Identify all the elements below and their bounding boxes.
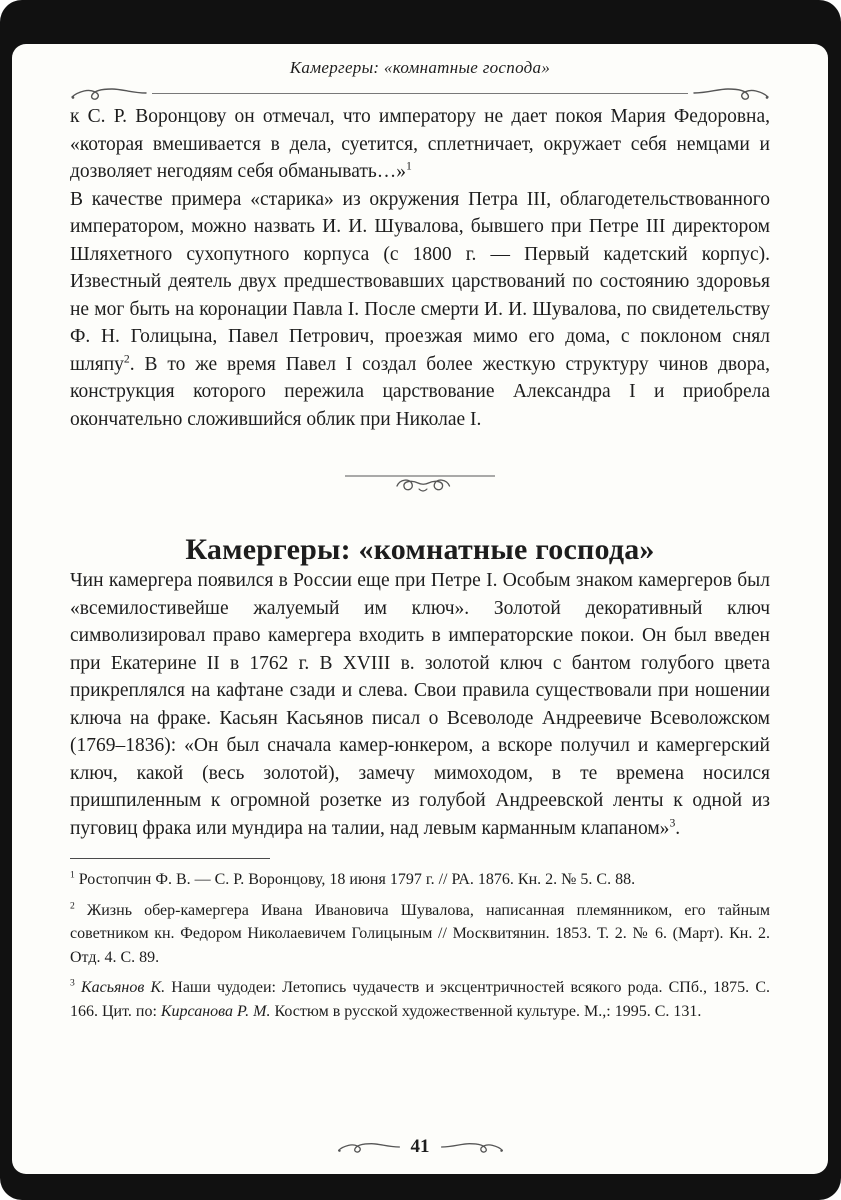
footnote: $^1$ Ростопчин Ф. В. — С. Р. Воронцову, 18 июня 1797 г. // РА. 1876. Кн. 2. № 5. С. 88.: [70, 869, 636, 888]
paragraph: В качестве примера «старика» из окружения Петра III, облагодетельствованного императором, можно назвать И. И. Шувалова, бывшего при Петре III директором Шляхетного сухопутного корпуса (с 1800 г. — Первый кадетский корпус). Известный деятель двух предшествовавших царствований по состоянию здоровья не мог быть на коронации Павла I. После смерти И. И. Шувалова, по свидетельству Ф. Н. Голицына, Павел Петрович, проезжая мимо его дома, с поклоном снял шляпу$^2$. В то же время Павел I создал более жесткую структуру чинов двора, конструкция которого пережила царствование Александра I и приобрела окончательно сложившийся облик при Николае I.: [70, 188, 770, 430]
page-header: [70, 58, 770, 103]
footnote: $^2$ Жизнь обер-камергера Ивана Ивановича Шувалова, написанная племянником, его тайным советником кн. Федором Николаевичем Голицыным // Москвитянин. 1853. Т. 2. № 6. (Март). Кн. 2. Отд. 4. С. 89.: [70, 900, 770, 966]
footer-flourish-left-icon: [337, 1139, 401, 1155]
footer-flourish-right-icon: [440, 1139, 504, 1155]
footnotes: [70, 858, 770, 1030]
running-head: Камергеры: «комнатные господа»: [289, 58, 551, 77]
page-body: [70, 103, 770, 842]
header-rule: [152, 93, 688, 94]
header-rule-row: [70, 83, 770, 103]
header-flourish-left-icon: [70, 84, 148, 102]
section-divider-icon: [70, 469, 770, 499]
page-number: 41: [410, 1136, 430, 1157]
footnote-rule: [70, 858, 270, 859]
book-page: [12, 44, 828, 1174]
header-flourish-right-icon: [692, 84, 770, 102]
paragraph: к С. Р. Воронцову он отмечал, что императору не дает покоя Мария Федоровна, «которая вмешивается в дела, суетится, сплетничает, окружает себя немцами и дозволяет негодяям себя обманывать…»$^1$: [70, 106, 770, 182]
chapter-title: Камергеры: «комнатные господа»: [185, 533, 655, 566]
paragraph: Чин камергера появился в России еще при Петре I. Особым знаком камергеров был «всемилостивейше жалуемый им ключ». Золотой декоративный ключ символизировал право камергера входить в императорские покои. Он был введен при Екатерине II в 1762 г. В XVIII в. золотой ключ с бантом голубого цвета прикреплялся на кафтане сзади и слева. Свои правила существовали при ношении ключа на фраке. Касьян Касьянов писал о Всеволоде Андреевиче Всеволожском (1769–1836): «Он был сначала камер-юнкером, а вскоре получил и камергерский ключ, какой (весь золотой), замечу мимоходом, в те времена носился пришпиленным к огромной розетке из голубой Андреевской ленты к одной из пуговиц фрака или мундира на талии, над левым карманным клапаном»$^3$.: [70, 570, 770, 839]
page-footer: [70, 1132, 770, 1166]
footnote: $^3$ Касьянов К. Наши чудодеи: Летопись чудачеств и эксцентричностей всякого рода. СПб., 1875. С. 166. Цит. по: Кирсанова Р. М. Костюм в русской художественной культуре. М.,: 1995. С. 131.: [70, 977, 770, 1020]
